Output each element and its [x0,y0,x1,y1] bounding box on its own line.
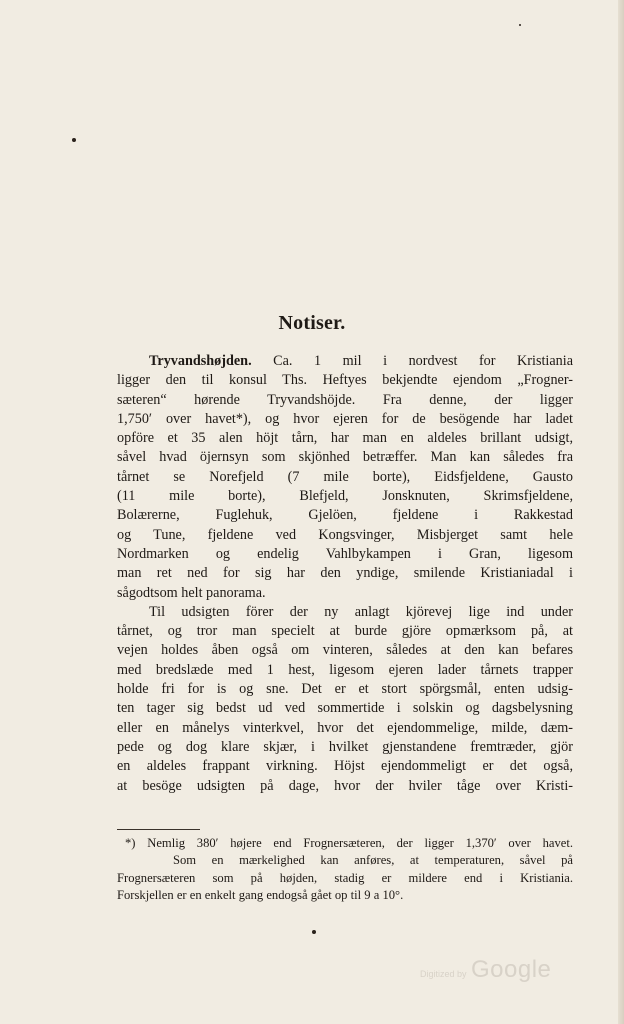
ink-speck [519,24,521,26]
paragraph-1-line: og Tune, fjeldene ved Kongsvinger, Misbjerget samt hele [117,526,573,543]
footnote-line: *) Nemlig 380′ højere end Frognersæteren, der ligger 1,370′ over havet. [125,836,573,850]
paragraph-1-line: 1,750′ over havet*), og hvor ejeren for de besögende har ladet [117,410,573,427]
paragraph-2-line: at besöge udsigten på dage, hvor der hviler tåge over Kristi- [117,777,573,794]
paragraph-2-line: en aldeles frappant virkning. Höjst ejendommeligt er det også, [117,758,573,775]
ink-speck [72,138,76,142]
paragraph-2-line: med bredslæde med 1 hest, ligesom ejeren lader tårnets trapper [117,661,573,678]
paragraph-1-line: opföre et 35 alen höjt tårn, har man en aldeles brillant udsigt, [117,430,573,447]
paragraph-1-line: sæteren“ hørende Tryvandshöjde. Fra denne, der ligger [117,391,573,408]
paragraph-2-line: Til udsigten förer der ny anlagt kjörevej lige ind under [149,603,573,620]
paragraph-1-line: Bolærerne, Fuglehuk, Gjelöen, fjeldene i Rakkestad [117,507,573,524]
footnote [117,835,573,905]
paragraph-1-line: (11 mile borte), Blefjeld, Jonsknuten, Skrimsfjeldene, [117,488,573,505]
body-text [117,352,573,796]
watermark-prefix: Digitized by [420,969,467,979]
paragraph-1-line: tårnet se Norefjeld (7 mile borte), Eidsfjeldene, Gausto [117,468,573,485]
footnote-line: Forskjellen er en enkelt gang endogså gået op til 9 a 10°. [117,888,404,903]
paragraph-1-line: sågodtsom helt panorama. [117,584,266,601]
paragraph-2-line: vejen holdes åben også om vinteren, således at den kan befares [117,642,573,659]
paragraph-2-line: tårnet, og tror man specielt at burde gjöre opmærksom på, at [117,623,573,640]
lead-term: Tryvandshøjden. [149,353,252,369]
google-logo: Google [470,956,552,983]
paragraph-1-line: såvel hvad öjernsyn som skjönhed betræffer. Man kan således fra [117,449,573,466]
footnote-line: Som en mærkelighed kan anføres, at temperaturen, såvel på [173,853,573,868]
paragraph-1-line: man ret ned for sig har den yndige, smilende Kristianiadal i [117,565,573,582]
footnote-divider [117,829,200,830]
paragraph-2-line: eller en månelys vinterkvel, hvor det ejendommelige, milde, dæm- [117,719,573,736]
paragraph-1-line: Tryvandshøjden. Ca. 1 mil i nordvest for Kristiania [149,353,573,369]
paragraph-2-line: holde fri for is og sne. Det er et stort spörgsmål, enten udsig- [117,681,573,698]
digitized-watermark [420,956,551,984]
paragraph-2-line: ten tager sig bedst ud ved sommertide i solskin og dagsbelysning [117,700,573,717]
page-title: Notiser. [278,312,346,334]
paragraph-2-line: pede og dog klare skjær, i hvilket gjenstandene fremtræder, gjör [117,738,573,755]
paragraph-1-line: Nordmarken og endelig Vahlbykampen i Gran, ligesom [117,545,573,562]
paragraph-1-line: ligger den til konsul Ths. Heftyes bekjendte ejendom „Frogner- [117,372,573,389]
ink-speck [312,930,316,934]
page-edge-shadow [618,0,624,1024]
footnote-line: Frognersæteren som på højden, stadig er mildere end i Kristiania. [117,870,573,885]
